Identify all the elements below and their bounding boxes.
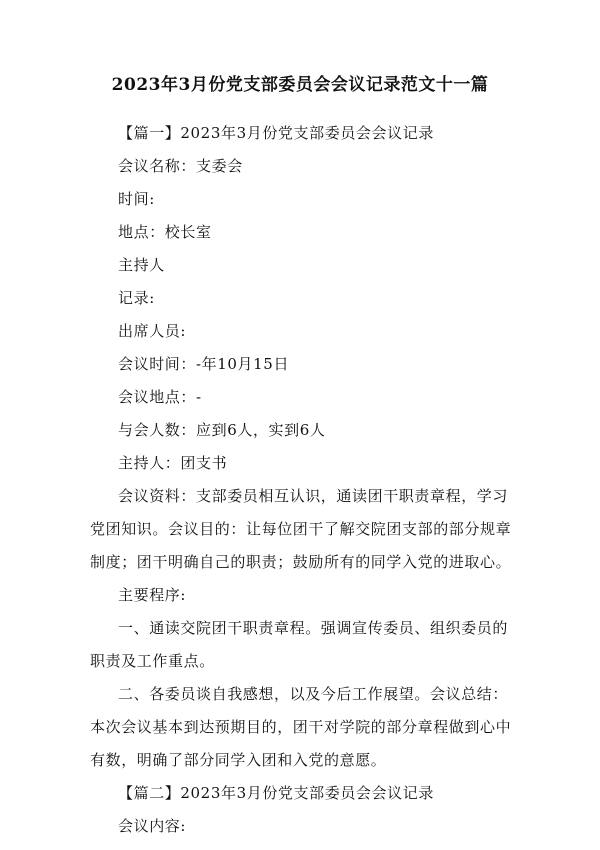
- attendees-field: 出席人员:: [118, 322, 187, 340]
- step2-line-3: 有数，明确了部分同学入团和入党的意愿。: [90, 751, 387, 769]
- chair-field: 主持人：团支书: [118, 454, 228, 472]
- materials-line-1: 会议资料：支部委员相互认识，通读团干职责章程，学习: [118, 487, 509, 505]
- meeting-content-label: 会议内容:: [118, 817, 187, 835]
- meeting-name-field: 会议名称：支委会: [118, 157, 243, 175]
- meeting-time-field: 会议时间：-年10月15日: [118, 355, 290, 373]
- time-field: 时间:: [118, 190, 155, 208]
- location-field: 地点：校长室: [118, 223, 212, 241]
- procedure-label: 主要程序:: [118, 586, 187, 604]
- step2-line-2: 本次会议基本到达预期目的，团干对学院的部分章程做到心中: [90, 718, 512, 736]
- attendance-count-field: 与会人数：应到6人，实到6人: [118, 421, 326, 439]
- section1-heading: 【篇一】2023年3月份党支部委员会会议记录: [118, 124, 434, 142]
- step1-line-1: 一、通读交院团干职责章程。强调宣传委员、组织委员的: [118, 619, 509, 637]
- section2-heading: 【篇二】2023年3月份党支部委员会会议记录: [118, 784, 434, 802]
- step1-line-2: 职责及工作重点。: [90, 652, 215, 670]
- meeting-location-field: 会议地点：-: [118, 388, 202, 406]
- host-field: 主持人: [118, 256, 165, 274]
- step2-line-1: 二、各委员谈自我感想，以及今后工作展望。会议总结：: [118, 685, 509, 703]
- materials-line-3: 制度；团干明确自己的职责；鼓励所有的同学入党的进取心。: [90, 553, 512, 571]
- document-title: 2023年3月份党支部委员会会议记录范文十一篇: [111, 75, 489, 95]
- materials-line-2: 党团知识。会议目的：让每位团干了解交院团支部的部分规章: [90, 520, 512, 538]
- recorder-field: 记录:: [118, 289, 155, 307]
